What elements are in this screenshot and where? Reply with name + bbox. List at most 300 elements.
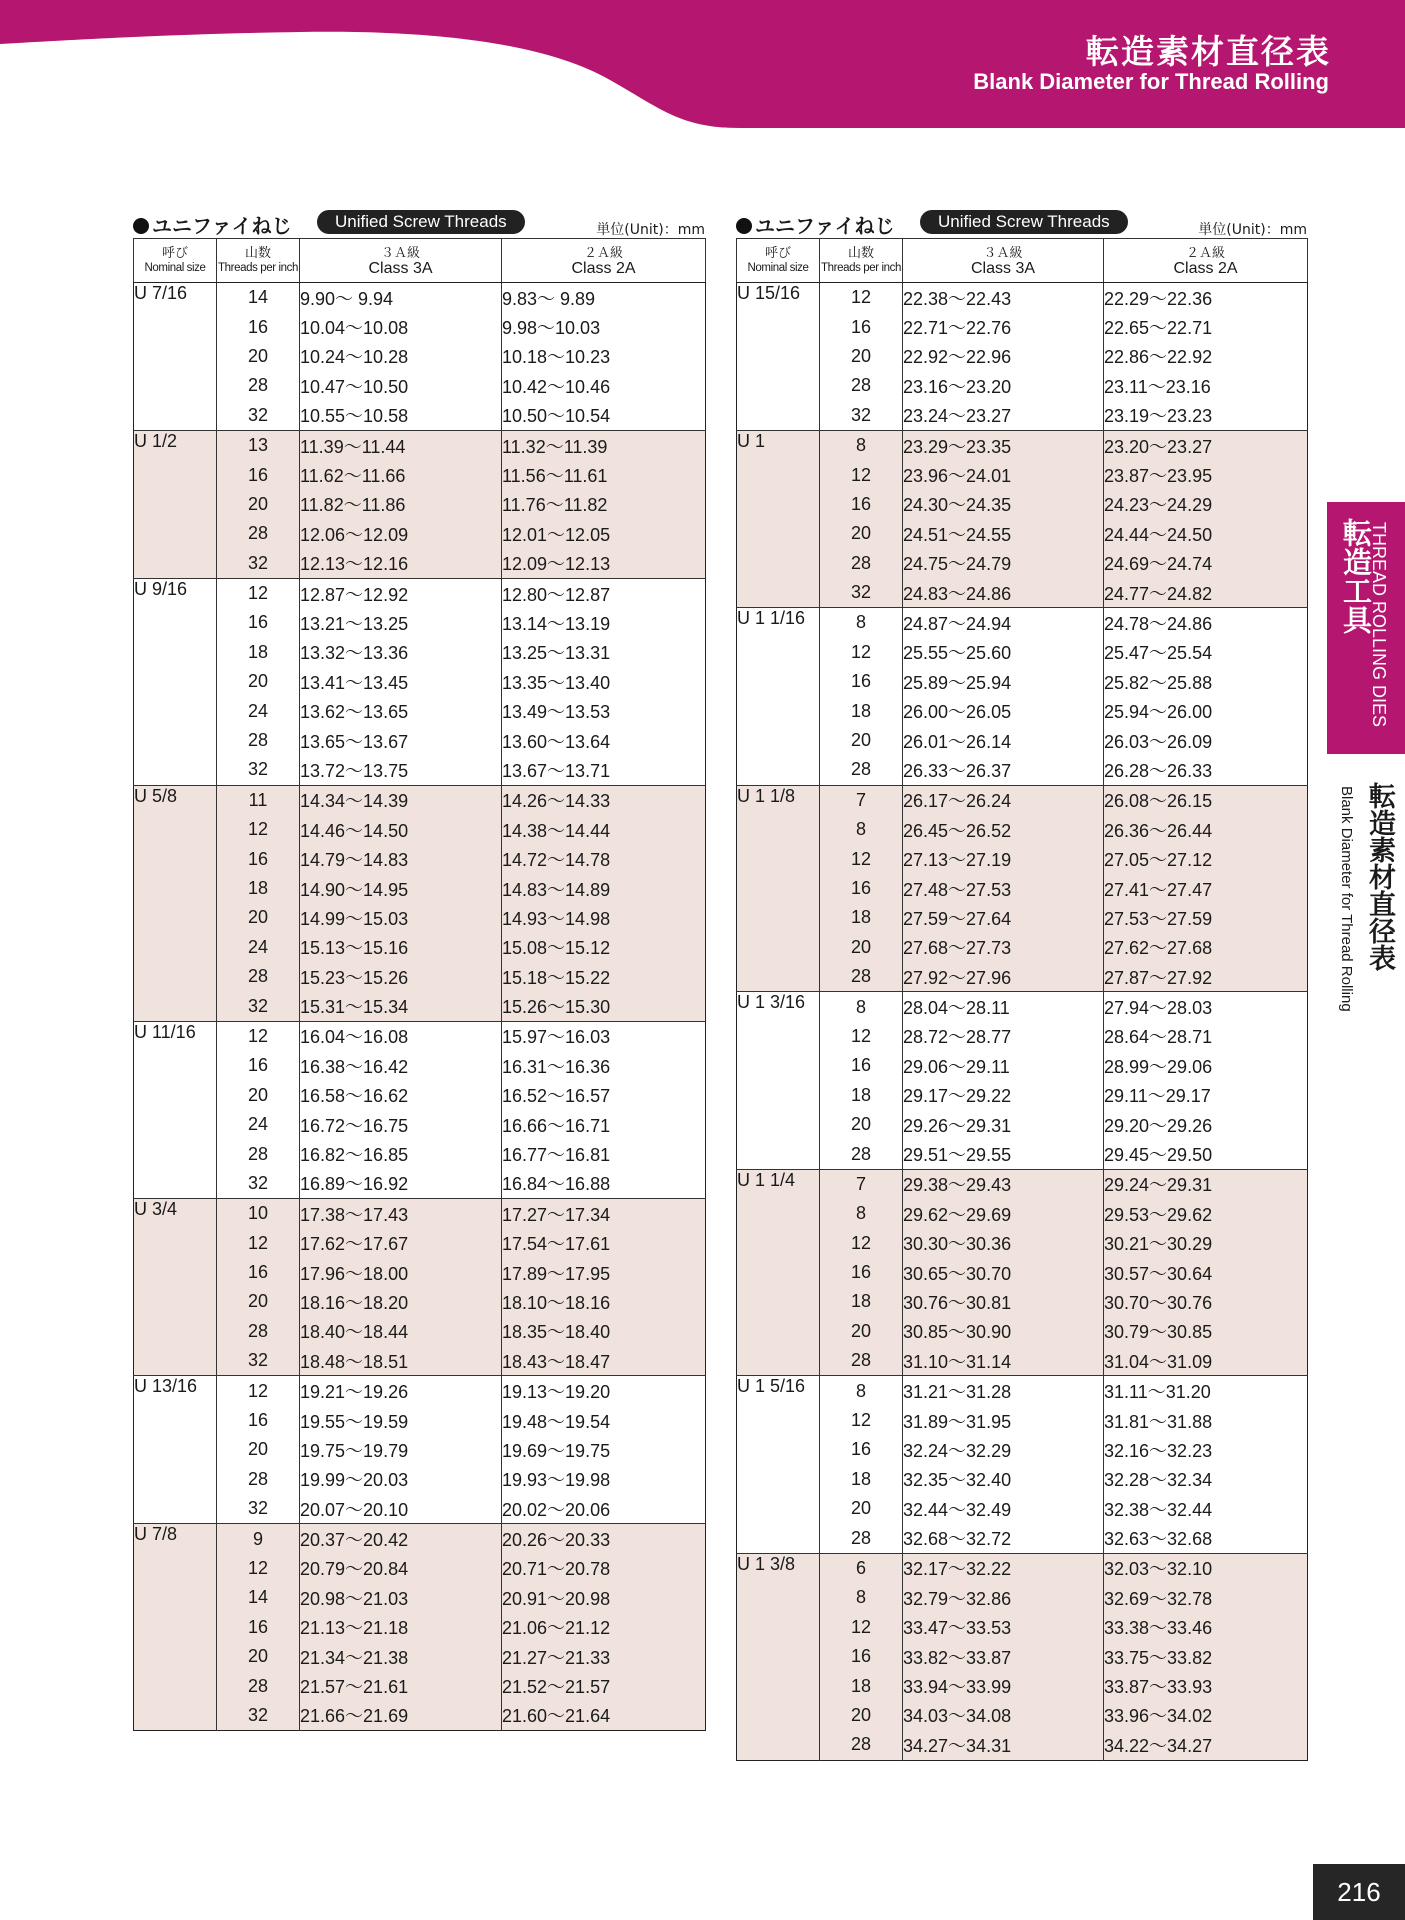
- threads-per-inch-cell: 16: [217, 1051, 300, 1080]
- table-row: [134, 903, 706, 932]
- table-row: [134, 1642, 706, 1671]
- class-2a-cell: 14.26～14.33: [502, 785, 706, 815]
- threads-per-inch-cell: 12: [820, 638, 903, 667]
- threads-per-inch-cell: 16: [217, 460, 300, 489]
- threads-per-inch-cell: 32: [217, 991, 300, 1021]
- nominal-size-cell: U 9/16: [134, 578, 217, 785]
- table-row: [134, 638, 706, 667]
- table-row: [737, 578, 1308, 608]
- class-3a-cell: 25.55～25.60: [903, 638, 1104, 667]
- threads-per-inch-cell: 8: [820, 815, 903, 844]
- class-2a-cell: 18.35～18.40: [502, 1317, 706, 1346]
- threads-per-inch-cell: 18: [820, 1081, 903, 1110]
- class-3a-cell: 23.16～23.20: [903, 371, 1104, 400]
- class-3a-cell: 12.13～12.16: [300, 549, 502, 579]
- table-row: [737, 696, 1308, 725]
- table-row: [737, 490, 1308, 519]
- side-section-label-jp: 転造素材直径表: [1364, 782, 1395, 971]
- unit-label: 単位(Unit)：mm: [596, 222, 705, 238]
- class-3a-cell: 27.92～27.96: [903, 962, 1104, 992]
- threads-per-inch-cell: 28: [820, 1346, 903, 1376]
- class-2a-cell: 24.44～24.50: [1104, 519, 1308, 548]
- class-3a-cell: 20.79～20.84: [300, 1554, 502, 1583]
- class-3a-cell: 30.76～30.81: [903, 1287, 1104, 1316]
- table-row: [134, 1081, 706, 1110]
- class-3a-cell: 17.62～17.67: [300, 1229, 502, 1258]
- class-2a-cell: 30.79～30.85: [1104, 1317, 1308, 1346]
- class-3a-cell: 30.85～30.90: [903, 1317, 1104, 1346]
- threads-per-inch-cell: 20: [217, 1287, 300, 1316]
- class-3a-cell: 15.31～15.34: [300, 991, 502, 1021]
- class-3a-cell: 30.30～30.36: [903, 1229, 1104, 1258]
- page-title-en: Blank Diameter for Thread Rolling: [973, 69, 1329, 94]
- table-row: [737, 1583, 1308, 1612]
- threads-per-inch-cell: 28: [820, 1523, 903, 1553]
- class-3a-cell: 19.75～19.79: [300, 1435, 502, 1464]
- threads-per-inch-cell: 32: [217, 549, 300, 579]
- class-2a-cell: 15.26～15.30: [502, 991, 706, 1021]
- class-2a-cell: 16.66～16.71: [502, 1110, 706, 1139]
- class-2a-cell: 27.53～27.59: [1104, 903, 1308, 932]
- class-2a-cell: 19.13～19.20: [502, 1376, 706, 1406]
- table-row: [134, 283, 706, 313]
- class-3a-cell: 31.21～31.28: [903, 1376, 1104, 1406]
- class-2a-cell: 16.84～16.88: [502, 1169, 706, 1199]
- threads-per-inch-cell: 16: [820, 1435, 903, 1464]
- bullet-icon: [133, 218, 149, 234]
- class-3a-cell: 12.06～12.09: [300, 519, 502, 548]
- col-header-class3a: ３Ａ級 Class 3A: [903, 239, 1104, 283]
- class-3a-cell: 17.38～17.43: [300, 1199, 502, 1229]
- table-row: [134, 726, 706, 755]
- class-2a-cell: 21.06～21.12: [502, 1613, 706, 1642]
- class-2a-cell: 19.48～19.54: [502, 1406, 706, 1435]
- table-row: [134, 933, 706, 962]
- class-3a-cell: 16.89～16.92: [300, 1169, 502, 1199]
- table-row: [134, 1583, 706, 1612]
- class-3a-cell: 20.98～21.03: [300, 1583, 502, 1612]
- class-3a-cell: 33.94～33.99: [903, 1671, 1104, 1700]
- class-3a-cell: 25.89～25.94: [903, 667, 1104, 696]
- table-row: [134, 460, 706, 489]
- table-row: [737, 549, 1308, 578]
- table-row: [737, 962, 1308, 992]
- class-2a-cell: 17.27～17.34: [502, 1199, 706, 1229]
- table-row: [737, 638, 1308, 667]
- table-row: [134, 667, 706, 696]
- table-row: [737, 844, 1308, 873]
- table-row: [134, 815, 706, 844]
- table-row: [134, 1524, 706, 1554]
- threads-per-inch-cell: 24: [217, 696, 300, 725]
- table-row: [737, 755, 1308, 785]
- class-2a-cell: 16.31～16.36: [502, 1051, 706, 1080]
- class-2a-cell: 9.83～ 9.89: [502, 283, 706, 313]
- class-2a-cell: 27.87～27.92: [1104, 962, 1308, 992]
- class-2a-cell: 21.27～21.33: [502, 1642, 706, 1671]
- class-2a-cell: 9.98～10.03: [502, 312, 706, 341]
- col-header-class3a: ３Ａ級 Class 3A: [300, 239, 502, 283]
- table-row: [737, 726, 1308, 755]
- threads-per-inch-cell: 20: [820, 933, 903, 962]
- table-row: [134, 1671, 706, 1700]
- threads-per-inch-cell: 12: [217, 815, 300, 844]
- class-3a-cell: 10.47～10.50: [300, 371, 502, 400]
- threads-per-inch-cell: 20: [217, 903, 300, 932]
- class-2a-cell: 14.38～14.44: [502, 815, 706, 844]
- class-2a-cell: 27.94～28.03: [1104, 992, 1308, 1022]
- threads-per-inch-cell: 28: [217, 371, 300, 400]
- table-row: [134, 1169, 706, 1199]
- class-3a-cell: 32.68～32.72: [903, 1523, 1104, 1553]
- class-3a-cell: 13.21～13.25: [300, 608, 502, 637]
- class-2a-cell: 21.60～21.64: [502, 1701, 706, 1731]
- class-3a-cell: 24.51～24.55: [903, 519, 1104, 548]
- table-row: [737, 1465, 1308, 1494]
- table-row: [737, 1346, 1308, 1376]
- class-2a-cell: 25.82～25.88: [1104, 667, 1308, 696]
- threads-per-inch-cell: 28: [217, 1139, 300, 1168]
- table-row: [134, 1110, 706, 1139]
- threads-per-inch-cell: 16: [820, 312, 903, 341]
- side-tab-label-en: THREAD ROLLING DIES: [1369, 522, 1389, 728]
- blank-diameter-table-right: [736, 238, 1308, 1761]
- class-3a-cell: 28.72～28.77: [903, 1022, 1104, 1051]
- threads-per-inch-cell: 20: [820, 1110, 903, 1139]
- class-3a-cell: 32.17～32.22: [903, 1553, 1104, 1583]
- nominal-size-cell: U 1/2: [134, 430, 217, 578]
- class-3a-cell: 21.66～21.69: [300, 1701, 502, 1731]
- class-3a-cell: 27.13～27.19: [903, 844, 1104, 873]
- table-row: [737, 1110, 1308, 1139]
- threads-per-inch-cell: 12: [217, 1229, 300, 1258]
- table-row: [737, 371, 1308, 400]
- class-2a-cell: 17.89～17.95: [502, 1258, 706, 1287]
- class-2a-cell: 15.18～15.22: [502, 962, 706, 991]
- class-3a-cell: 32.35～32.40: [903, 1465, 1104, 1494]
- class-2a-cell: 34.22～34.27: [1104, 1730, 1308, 1760]
- class-3a-cell: 29.51～29.55: [903, 1139, 1104, 1169]
- table-row: [134, 312, 706, 341]
- class-2a-cell: 33.75～33.82: [1104, 1642, 1308, 1671]
- table-row: [134, 519, 706, 548]
- class-2a-cell: 13.49～13.53: [502, 696, 706, 725]
- threads-per-inch-cell: 28: [217, 1317, 300, 1346]
- class-2a-cell: 11.76～11.82: [502, 490, 706, 519]
- nominal-size-cell: U 1 1/16: [737, 608, 820, 785]
- threads-per-inch-cell: 12: [820, 1022, 903, 1051]
- class-2a-cell: 18.43～18.47: [502, 1346, 706, 1376]
- class-2a-cell: 14.72～14.78: [502, 844, 706, 873]
- page-number: 216: [1313, 1864, 1405, 1920]
- class-2a-cell: 29.11～29.17: [1104, 1081, 1308, 1110]
- table-row: [737, 785, 1308, 815]
- table-row: [134, 1051, 706, 1080]
- section-badge: Unified Screw Threads: [920, 210, 1128, 234]
- table-row: [134, 578, 706, 608]
- class-2a-cell: 24.78～24.86: [1104, 608, 1308, 638]
- threads-per-inch-cell: 13: [217, 430, 300, 460]
- class-2a-cell: 16.52～16.57: [502, 1081, 706, 1110]
- threads-per-inch-cell: 24: [217, 1110, 300, 1139]
- threads-per-inch-cell: 20: [820, 1494, 903, 1523]
- threads-per-inch-cell: 12: [820, 1406, 903, 1435]
- threads-per-inch-cell: 14: [217, 1583, 300, 1612]
- class-2a-cell: 24.77～24.82: [1104, 578, 1308, 608]
- threads-per-inch-cell: 14: [217, 283, 300, 313]
- table-row: [737, 1051, 1308, 1080]
- class-2a-cell: 26.28～26.33: [1104, 755, 1308, 785]
- class-2a-cell: 11.32～11.39: [502, 430, 706, 460]
- table-row: [737, 1287, 1308, 1316]
- table-header-row: [737, 239, 1308, 283]
- threads-per-inch-cell: 9: [217, 1524, 300, 1554]
- class-3a-cell: 23.24～23.27: [903, 401, 1104, 431]
- class-3a-cell: 10.55～10.58: [300, 401, 502, 431]
- threads-per-inch-cell: 16: [217, 1258, 300, 1287]
- threads-per-inch-cell: 32: [217, 1169, 300, 1199]
- class-3a-cell: 33.47～33.53: [903, 1613, 1104, 1642]
- col-header-nominal: 呼び Nominal size: [737, 239, 820, 283]
- threads-per-inch-cell: 8: [820, 430, 903, 460]
- class-3a-cell: 34.03～34.08: [903, 1701, 1104, 1730]
- threads-per-inch-cell: 18: [820, 903, 903, 932]
- class-2a-cell: 32.63～32.68: [1104, 1523, 1308, 1553]
- class-3a-cell: 29.62～29.69: [903, 1199, 1104, 1228]
- nominal-size-cell: U 1 3/8: [737, 1553, 820, 1760]
- class-3a-cell: 20.07～20.10: [300, 1494, 502, 1524]
- table-row: [737, 342, 1308, 371]
- table-row: [134, 1554, 706, 1583]
- class-3a-cell: 29.26～29.31: [903, 1110, 1104, 1139]
- class-2a-cell: 32.69～32.78: [1104, 1583, 1308, 1612]
- threads-per-inch-cell: 18: [217, 638, 300, 667]
- threads-per-inch-cell: 12: [217, 1021, 300, 1051]
- class-3a-cell: 13.32～13.36: [300, 638, 502, 667]
- class-3a-cell: 11.39～11.44: [300, 430, 502, 460]
- threads-per-inch-cell: 28: [217, 1671, 300, 1700]
- threads-per-inch-cell: 20: [820, 519, 903, 548]
- table-row: [134, 1021, 706, 1051]
- class-2a-cell: 14.83～14.89: [502, 874, 706, 903]
- threads-per-inch-cell: 16: [820, 1258, 903, 1287]
- class-3a-cell: 26.45～26.52: [903, 815, 1104, 844]
- table-row: [737, 815, 1308, 844]
- class-2a-cell: 23.20～23.27: [1104, 430, 1308, 460]
- class-3a-cell: 27.68～27.73: [903, 933, 1104, 962]
- table-row: [134, 962, 706, 991]
- class-3a-cell: 10.04～10.08: [300, 312, 502, 341]
- class-2a-cell: 17.54～17.61: [502, 1229, 706, 1258]
- class-2a-cell: 30.57～30.64: [1104, 1258, 1308, 1287]
- threads-per-inch-cell: 12: [820, 460, 903, 489]
- threads-per-inch-cell: 16: [217, 1613, 300, 1642]
- unit-label: 単位(Unit)：mm: [1198, 222, 1307, 238]
- threads-per-inch-cell: 28: [217, 726, 300, 755]
- threads-per-inch-cell: 20: [217, 490, 300, 519]
- table-row: [134, 1317, 706, 1346]
- threads-per-inch-cell: 28: [820, 1139, 903, 1169]
- class-3a-cell: 10.24～10.28: [300, 342, 502, 371]
- class-3a-cell: 20.37～20.42: [300, 1524, 502, 1554]
- class-3a-cell: 27.59～27.64: [903, 903, 1104, 932]
- class-2a-cell: 23.11～23.16: [1104, 371, 1308, 400]
- class-3a-cell: 28.04～28.11: [903, 992, 1104, 1022]
- threads-per-inch-cell: 8: [820, 608, 903, 638]
- class-2a-cell: 14.93～14.98: [502, 903, 706, 932]
- threads-per-inch-cell: 12: [217, 1554, 300, 1583]
- class-2a-cell: 22.29～22.36: [1104, 283, 1308, 313]
- side-section-label-en: Blank Diameter for Thread Rolling: [1338, 786, 1355, 1012]
- class-2a-cell: 27.62～27.68: [1104, 933, 1308, 962]
- class-2a-cell: 33.87～33.93: [1104, 1671, 1308, 1700]
- table-row: [737, 992, 1308, 1022]
- nominal-size-cell: U 1 1/8: [737, 785, 820, 992]
- threads-per-inch-cell: 20: [820, 1317, 903, 1346]
- table-row: [737, 1139, 1308, 1169]
- threads-per-inch-cell: 28: [820, 549, 903, 578]
- class-2a-cell: 28.99～29.06: [1104, 1051, 1308, 1080]
- table-row: [134, 696, 706, 725]
- table-row: [134, 1613, 706, 1642]
- class-2a-cell: 27.05～27.12: [1104, 844, 1308, 873]
- threads-per-inch-cell: 20: [217, 667, 300, 696]
- class-3a-cell: 29.38～29.43: [903, 1169, 1104, 1199]
- class-2a-cell: 32.03～32.10: [1104, 1553, 1308, 1583]
- bullet-icon: [736, 218, 752, 234]
- class-3a-cell: 26.17～26.24: [903, 785, 1104, 815]
- threads-per-inch-cell: 6: [820, 1553, 903, 1583]
- threads-per-inch-cell: 12: [217, 1376, 300, 1406]
- class-2a-cell: 26.03～26.09: [1104, 726, 1308, 755]
- threads-per-inch-cell: 7: [820, 1169, 903, 1199]
- class-2a-cell: 22.65～22.71: [1104, 312, 1308, 341]
- blank-diameter-table-left: [133, 238, 706, 1731]
- class-2a-cell: 19.69～19.75: [502, 1435, 706, 1464]
- threads-per-inch-cell: 12: [820, 283, 903, 313]
- class-2a-cell: 13.14～13.19: [502, 608, 706, 637]
- table-row: [737, 283, 1308, 313]
- table-row: [737, 519, 1308, 548]
- threads-per-inch-cell: 28: [820, 1730, 903, 1760]
- table-row: [737, 1229, 1308, 1258]
- class-3a-cell: 30.65～30.70: [903, 1258, 1104, 1287]
- class-3a-cell: 16.04～16.08: [300, 1021, 502, 1051]
- threads-per-inch-cell: 7: [820, 785, 903, 815]
- class-2a-cell: 31.04～31.09: [1104, 1346, 1308, 1376]
- class-3a-cell: 32.24～32.29: [903, 1435, 1104, 1464]
- table-row: [134, 785, 706, 815]
- table-row: [134, 1701, 706, 1731]
- section-title: ユニファイねじ: [736, 210, 895, 239]
- threads-per-inch-cell: 28: [217, 1465, 300, 1494]
- class-2a-cell: 33.96～34.02: [1104, 1701, 1308, 1730]
- table-row: [737, 1613, 1308, 1642]
- table-row: [134, 430, 706, 460]
- table-row: [134, 1199, 706, 1229]
- threads-per-inch-cell: 20: [217, 342, 300, 371]
- table-row: [737, 608, 1308, 638]
- class-3a-cell: 27.48～27.53: [903, 874, 1104, 903]
- nominal-size-cell: U 1 5/16: [737, 1376, 820, 1553]
- table-row: [134, 1229, 706, 1258]
- table-row: [134, 1258, 706, 1287]
- class-3a-cell: 16.58～16.62: [300, 1081, 502, 1110]
- class-3a-cell: 22.38～22.43: [903, 283, 1104, 313]
- threads-per-inch-cell: 8: [820, 1376, 903, 1406]
- table-row: [737, 1553, 1308, 1583]
- class-3a-cell: 24.87～24.94: [903, 608, 1104, 638]
- class-2a-cell: 31.11～31.20: [1104, 1376, 1308, 1406]
- threads-per-inch-cell: 16: [217, 1406, 300, 1435]
- left-section-head: [133, 210, 705, 240]
- class-2a-cell: 25.47～25.54: [1104, 638, 1308, 667]
- threads-per-inch-cell: 18: [820, 1465, 903, 1494]
- class-2a-cell: 13.67～13.71: [502, 755, 706, 785]
- class-3a-cell: 21.57～21.61: [300, 1671, 502, 1700]
- nominal-size-cell: U 5/8: [134, 785, 217, 1021]
- threads-per-inch-cell: 32: [217, 1494, 300, 1524]
- nominal-size-cell: U 7/16: [134, 283, 188, 303]
- class-2a-cell: 26.36～26.44: [1104, 815, 1308, 844]
- threads-per-inch-cell: 16: [217, 844, 300, 873]
- class-3a-cell: 29.06～29.11: [903, 1051, 1104, 1080]
- class-3a-cell: 13.41～13.45: [300, 667, 502, 696]
- class-3a-cell: 24.30～24.35: [903, 490, 1104, 519]
- table-row: [134, 1346, 706, 1376]
- class-3a-cell: 24.83～24.86: [903, 578, 1104, 608]
- class-3a-cell: 22.71～22.76: [903, 312, 1104, 341]
- table-row: [737, 430, 1308, 460]
- table-row: [737, 1169, 1308, 1199]
- class-2a-cell: 23.87～23.95: [1104, 460, 1308, 489]
- threads-per-inch-cell: 28: [820, 371, 903, 400]
- threads-per-inch-cell: 28: [217, 962, 300, 991]
- table-row: [134, 1376, 706, 1406]
- table-row: [134, 844, 706, 873]
- threads-per-inch-cell: 18: [820, 696, 903, 725]
- class-2a-cell: 32.28～32.34: [1104, 1465, 1308, 1494]
- class-2a-cell: 20.91～20.98: [502, 1583, 706, 1612]
- class-3a-cell: 22.92～22.96: [903, 342, 1104, 371]
- table-row: [134, 755, 706, 785]
- threads-per-inch-cell: 8: [820, 1583, 903, 1612]
- threads-per-inch-cell: 16: [820, 874, 903, 903]
- table-row: [737, 1730, 1308, 1760]
- threads-per-inch-cell: 32: [217, 1701, 300, 1731]
- threads-per-inch-cell: 12: [820, 844, 903, 873]
- class-2a-cell: 18.10～18.16: [502, 1287, 706, 1316]
- threads-per-inch-cell: 32: [820, 578, 903, 608]
- threads-per-inch-cell: 16: [217, 608, 300, 637]
- right-section-head: [736, 210, 1307, 240]
- header-banner: [0, 0, 1405, 128]
- class-2a-cell: 29.45～29.50: [1104, 1139, 1308, 1169]
- class-2a-cell: 20.02～20.06: [502, 1494, 706, 1524]
- class-2a-cell: 11.56～11.61: [502, 460, 706, 489]
- table-row: [134, 490, 706, 519]
- class-3a-cell: 13.65～13.67: [300, 726, 502, 755]
- class-2a-cell: 12.01～12.05: [502, 519, 706, 548]
- threads-per-inch-cell: 32: [820, 401, 903, 431]
- table-row: [134, 1287, 706, 1316]
- table-row: [737, 1435, 1308, 1464]
- col-header-class2a: ２Ａ級 Class 2A: [1104, 239, 1308, 283]
- col-header-threads: 山数 Threads per inch: [217, 239, 300, 283]
- table-row: [737, 1317, 1308, 1346]
- threads-per-inch-cell: 20: [217, 1081, 300, 1110]
- class-3a-cell: 21.34～21.38: [300, 1642, 502, 1671]
